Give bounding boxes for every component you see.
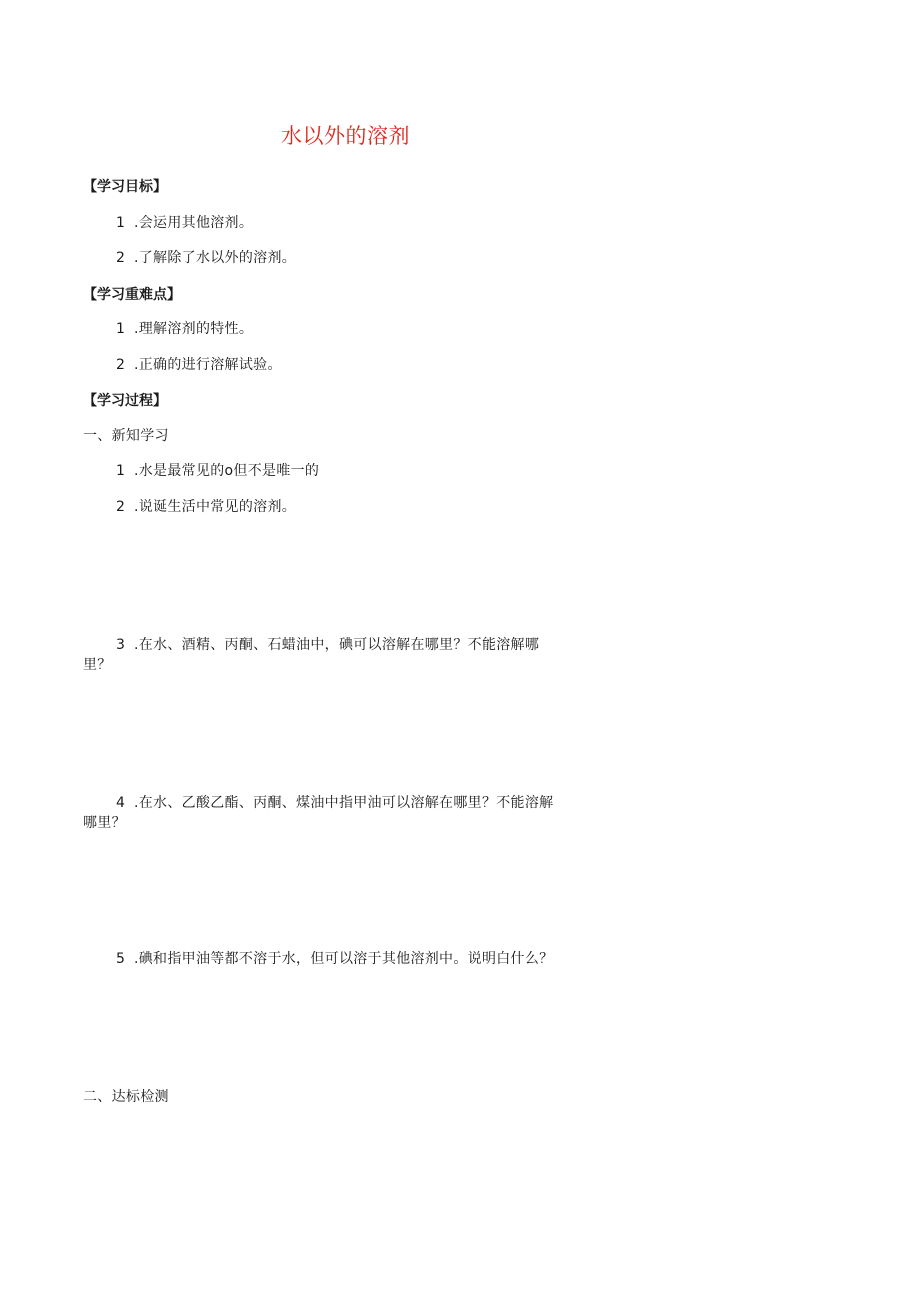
item-number: 4 — [116, 795, 126, 811]
item-number: 1 — [116, 321, 126, 337]
item-text: .碘和指甲油等都不溶于水，但可以溶于其他溶剂中。说明白什么？ — [134, 951, 554, 967]
item-number: 2 — [116, 499, 126, 515]
item-number: 1 — [116, 215, 126, 231]
item-text: .在水、乙酸乙酯、丙酮、煤油中指甲油可以溶解在哪里？不能溶解 — [134, 795, 554, 811]
section-heading-goals: 【学习目标】 — [83, 179, 167, 195]
list-item — [116, 358, 282, 372]
item-number: 5 — [116, 951, 126, 967]
item-number: 1 — [116, 463, 126, 479]
list-item — [116, 322, 253, 336]
section-heading-process: 【学习过程】 — [83, 393, 167, 409]
item-text: .正确的进行溶解试验。 — [134, 357, 282, 373]
item-text-continuation: 哪里？ — [83, 815, 126, 831]
list-item — [116, 251, 296, 265]
list-item — [116, 216, 253, 230]
list-item — [116, 500, 296, 514]
list-item — [116, 638, 539, 652]
item-number: 3 — [116, 637, 126, 653]
item-text: .水是最常见的o但不是唯一的 — [134, 463, 320, 479]
item-text: .理解溶剂的特性。 — [134, 321, 254, 337]
list-item — [116, 796, 553, 810]
part-heading-new-knowledge: 一、新知学习 — [83, 428, 169, 444]
section-heading-key-points: 【学习重难点】 — [83, 287, 181, 303]
item-text: .在水、酒精、丙酮、石蜡油中，碘可以溶解在哪里？不能溶解哪 — [134, 637, 540, 653]
item-text-continuation: 里？ — [83, 657, 112, 673]
item-number: 2 — [116, 357, 126, 373]
part-heading-assessment: 二、达标检测 — [83, 1089, 169, 1105]
item-number: 2 — [116, 250, 126, 266]
list-item — [116, 952, 553, 966]
page-title: 水以外的溶剂 — [281, 124, 410, 148]
item-text: .说诞生活中常见的溶剂。 — [134, 499, 297, 515]
item-text: .会运用其他溶剂。 — [134, 215, 254, 231]
list-item — [116, 464, 319, 478]
item-text: .了解除了水以外的溶剂。 — [134, 250, 297, 266]
